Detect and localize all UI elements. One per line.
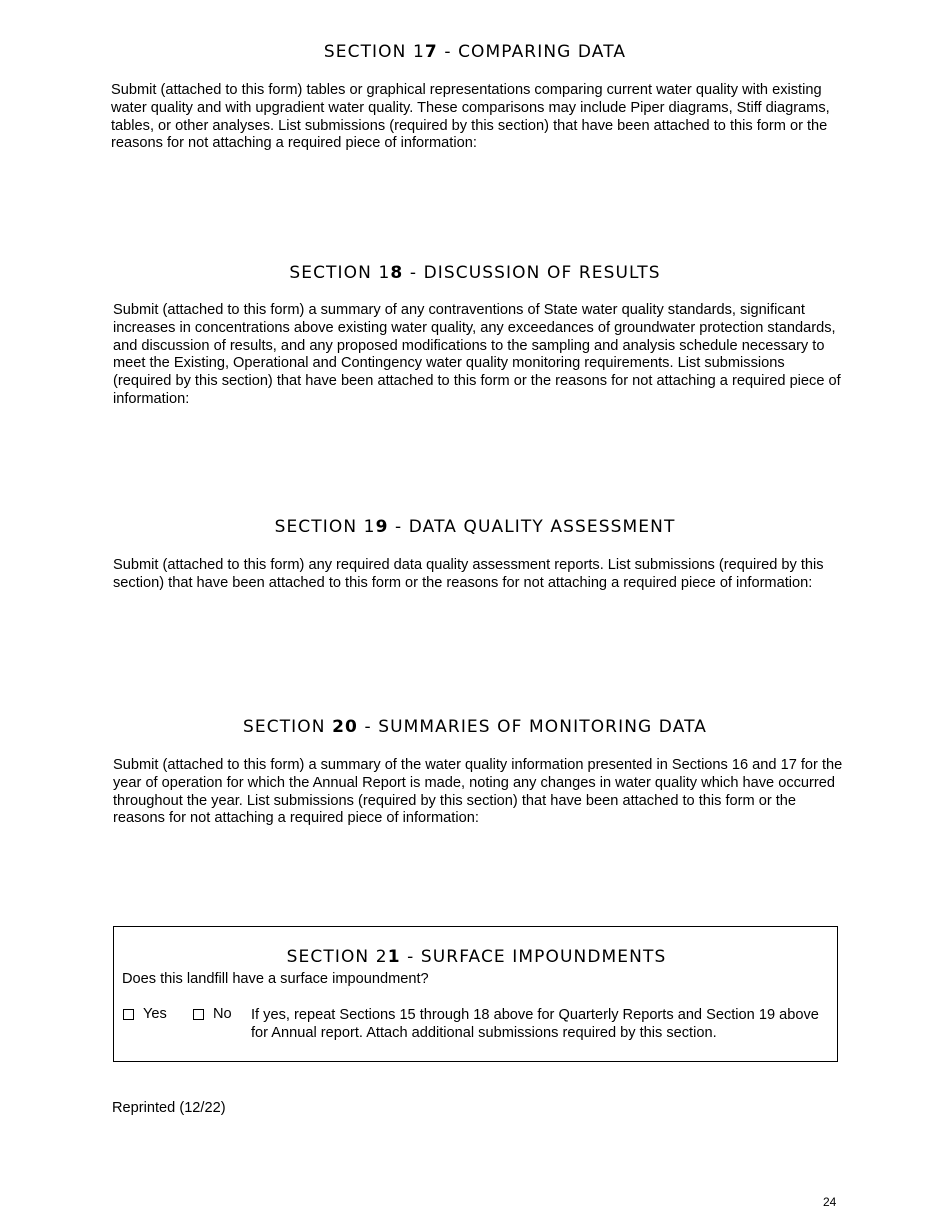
section-19-text: Submit (attached to this form) any required data quality assessment reports. List submissions (required by this section) that have been attached to this form or the reasons for not attaching a required piece of information:	[113, 557, 824, 591]
section-20-title-prefix: SECTION	[243, 717, 333, 737]
yes-checkbox[interactable]	[123, 1009, 134, 1020]
no-option[interactable]	[193, 1006, 232, 1022]
impoundment-instruction: If yes, repeat Sections 15 through 18 above for Quarterly Reports and Section 19 above for Annual report. Attach additional submissions required by this section.	[251, 1007, 819, 1041]
section-18-text: Submit (attached to this form) a summary of any contraventions of State water quality standards, significant increases in concentrations above existing water quality, any exceedances of groundwater protection standards, and discussion of results, and any proposed modifications to the sampling and analysis schedule necessary to meet the Existing, Operational and Contingency water quality monitoring requirements. List submissions (required by this section) that have been attached to this form or the reasons for not attaching a required piece of information:	[113, 302, 841, 407]
surface-impoundment-box	[113, 926, 838, 1062]
section-21-title-prefix: SECTION 2	[286, 947, 388, 967]
section-17-title-prefix: SECTION 1	[323, 42, 425, 62]
section-20-title	[0, 717, 950, 737]
section-19-title-suffix: - DATA QUALITY ASSESSMENT	[388, 517, 676, 537]
section-18-title-suffix: - DISCUSSION OF RESULTS	[403, 263, 661, 283]
page-number: 24	[823, 1195, 837, 1209]
section-18-title-prefix: SECTION 1	[289, 263, 391, 283]
section-21-title	[114, 947, 839, 967]
section-19-title-prefix: SECTION 1	[274, 517, 376, 537]
section-17-text: Submit (attached to this form) tables or graphical representations comparing current water quality with existing water quality and with upgradient water quality. These comparisons may include Piper diagrams, Stiff diagrams, tables, or other analyses. List submissions (required by this section) that have been attached to this form or the reasons for not attaching a required piece of information:	[111, 82, 830, 152]
section-17-title-number: 7	[424, 42, 438, 62]
section-20-title-suffix: - SUMMARIES OF MONITORING DATA	[357, 717, 707, 737]
section-17-title-suffix: - COMPARING DATA	[437, 42, 627, 62]
section-21-title-suffix: - SURFACE IMPOUNDMENTS	[400, 947, 667, 967]
no-checkbox[interactable]	[193, 1009, 204, 1020]
no-label: No	[213, 1006, 232, 1022]
section-20-title-number: 20	[332, 717, 358, 737]
section-18-title	[0, 263, 950, 283]
section-21-title-number: 1	[387, 947, 401, 967]
reprint-date: Reprinted (12/22)	[112, 1100, 226, 1116]
yes-option[interactable]	[123, 1006, 167, 1022]
section-20-text: Submit (attached to this form) a summary of the water quality information presented in Sections 16 and 17 for the year of operation for which the Annual Report is made, noting any changes in water quality which have occurred throughout the year. List submissions (required by this section) that have been attached to this form or the reasons for not attaching a required piece of information:	[113, 757, 843, 827]
yes-label: Yes	[143, 1006, 167, 1022]
section-19-title-number: 9	[375, 517, 389, 537]
impoundment-question: Does this landfill have a surface impoundment?	[122, 971, 429, 987]
section-19-title	[0, 517, 950, 537]
section-18-title-number: 8	[390, 263, 404, 283]
section-17-title	[0, 42, 950, 62]
